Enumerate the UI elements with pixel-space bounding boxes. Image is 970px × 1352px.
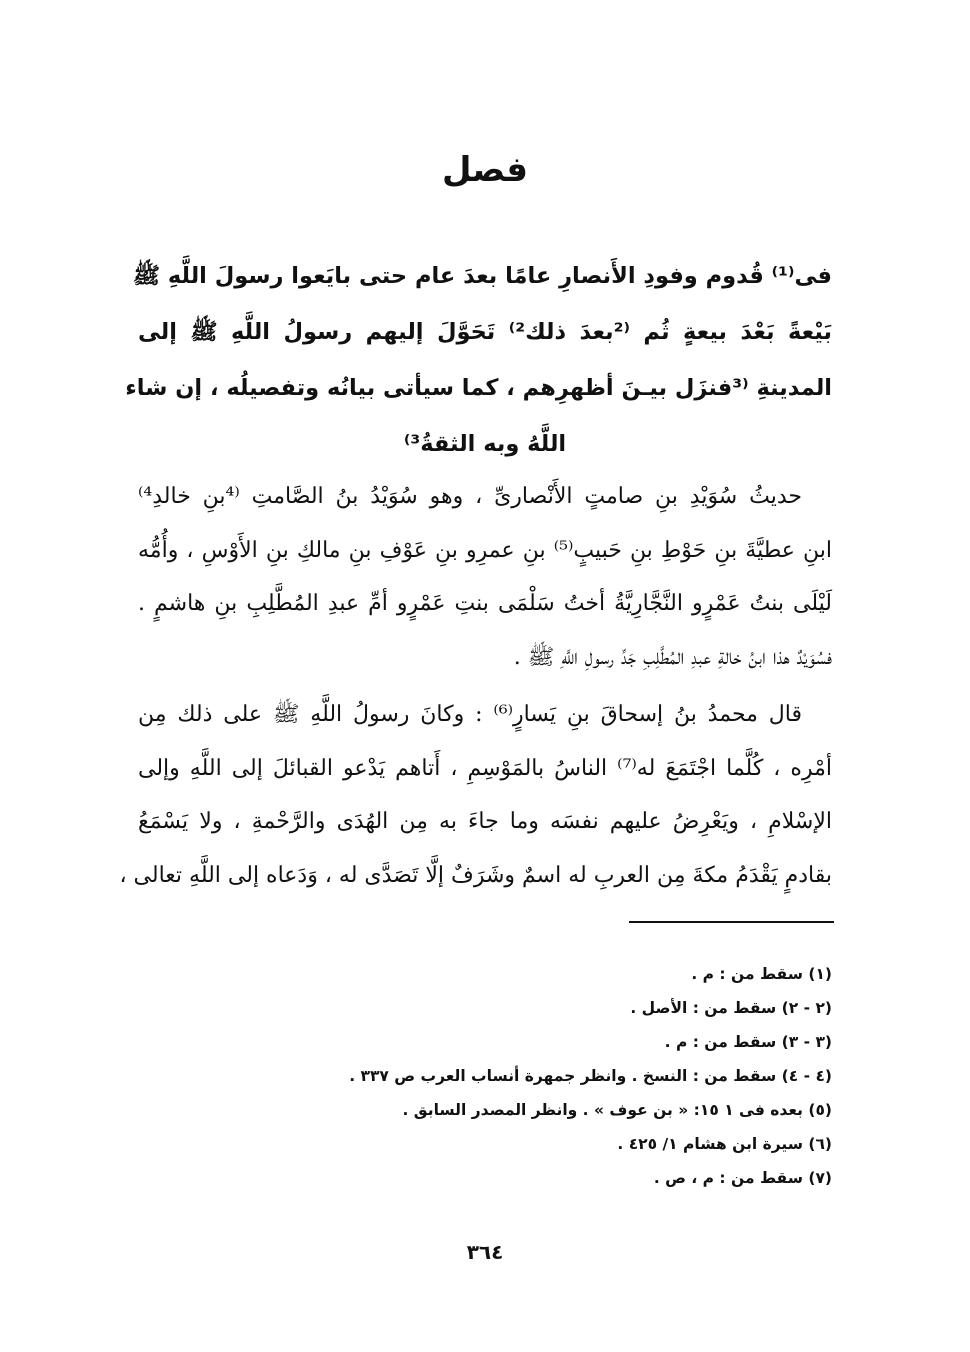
footnote: (٣ - ٣) سقط من : م . bbox=[664, 1033, 832, 1051]
body-paragraph-2 bbox=[119, 688, 832, 902]
footnote: (٤ - ٤) سقط من : النسخ . وانظر جمهرة أنساب العرب ص ٣٣٧ . bbox=[349, 1067, 832, 1085]
paragraph-line: حديثُ سُوَيْدِ بنِ صامتٍ الأَنْصارىِّ ، وهو سُوَيْدُ بنُ الصَّامتِ ⁽⁴بنِ خالدِ⁴⁾ bbox=[138, 484, 802, 509]
footnote: (٦) سيرة ابن هشام ١/ ٤٢٥ . bbox=[617, 1135, 832, 1153]
paragraph-line: ابنِ عطيَّةَ بنِ حَوْطِ بنِ حَبيبٍ⁽⁵⁾ بنِ عمرِو بنِ عَوْفِ بنِ مالكِ بنِ الأَوْسِ ، وأُمُّه bbox=[138, 537, 832, 563]
footnote: (٧) سقط من : م ، ص . bbox=[653, 1169, 832, 1187]
chapter-heading: فصل bbox=[441, 150, 529, 190]
page-number: ٣٦٤ bbox=[466, 1240, 504, 1264]
footnote-separator bbox=[629, 921, 834, 923]
paragraph-line: لَيْلَى بنتُ عَمْرٍو النَّجَّارِيَّةُ أختُ سَلْمَى بنتِ عَمْرٍو أمِّ عبدِ المُطَّلِبِ بنِ هاشمٍ . bbox=[138, 591, 832, 616]
footnotes bbox=[138, 957, 832, 1195]
paragraph-line: الإسْلامِ ، ويَعْرِضُ عليهم نفسَه وما جاءَ به مِن الهُدَى والرَّحْمةِ ، ولا يَسْمَعُ bbox=[138, 809, 832, 834]
footnote: (١) سقط من : م . bbox=[691, 965, 832, 983]
paragraph-line: أمْرِه ، كُلَّما اجْتَمَعَ له⁽⁷⁾ الناسُ بالمَوْسِمِ ، أَتاهم يَدْعو القبائلَ إلى اللَّهِ وإلى bbox=[138, 755, 832, 781]
intro-line: المدينةِ ⁽³فنزَل بيـنَ أظهرِهم ، كما سيأتى بيانُه وتفصيلُه ، إن شاء bbox=[125, 375, 832, 401]
intro-line: فى⁽¹⁾ قُدوم وفودِ الأَنصارِ عامًا بعدَ عام حتى بايَعوا رسولَ اللَّهِ ﷺ bbox=[132, 263, 832, 289]
intro-line: اللَّهُ وبه الثقةُ³⁾ bbox=[403, 431, 567, 457]
footnote: (٥) بعده فى ١ ١٥: « بن عوف » . وانظر المصدر السابق . bbox=[402, 1101, 832, 1119]
paragraph-line: قال محمدُ بنُ إسحاقَ بنِ يَسارٍ⁽⁶⁾ : وكانَ رسولُ اللَّهِ ﷺ على ذلك مِن bbox=[138, 702, 802, 727]
footnote: (٢ - ٢) سقط من : الأصل . bbox=[630, 999, 832, 1017]
body-paragraph-1 bbox=[138, 470, 832, 684]
paragraph-line: بقادمٍ يَقْدَمُ مكةَ مِن العربِ له اسمٌ وشَرَفٌ إلَّا تَصَدَّى له ، وَدَعاه إلى اللَّهِ تعالى ، bbox=[119, 862, 832, 888]
intro-line: بَيْعةً بَعْدَ بيعةٍ ثُم ⁽²بعدَ ذلك²⁾ تَحَوَّلَ إليهم رسولُ اللَّهِ ﷺ إلى bbox=[138, 319, 833, 345]
paragraph-line: فسُوَيْدٌ هذا ابنُ خالةِ عبدِ المُطَّلِبِ جَدِّ رسولِ اللَّهِ ﷺ . bbox=[513, 644, 832, 670]
intro-summary bbox=[125, 248, 833, 472]
